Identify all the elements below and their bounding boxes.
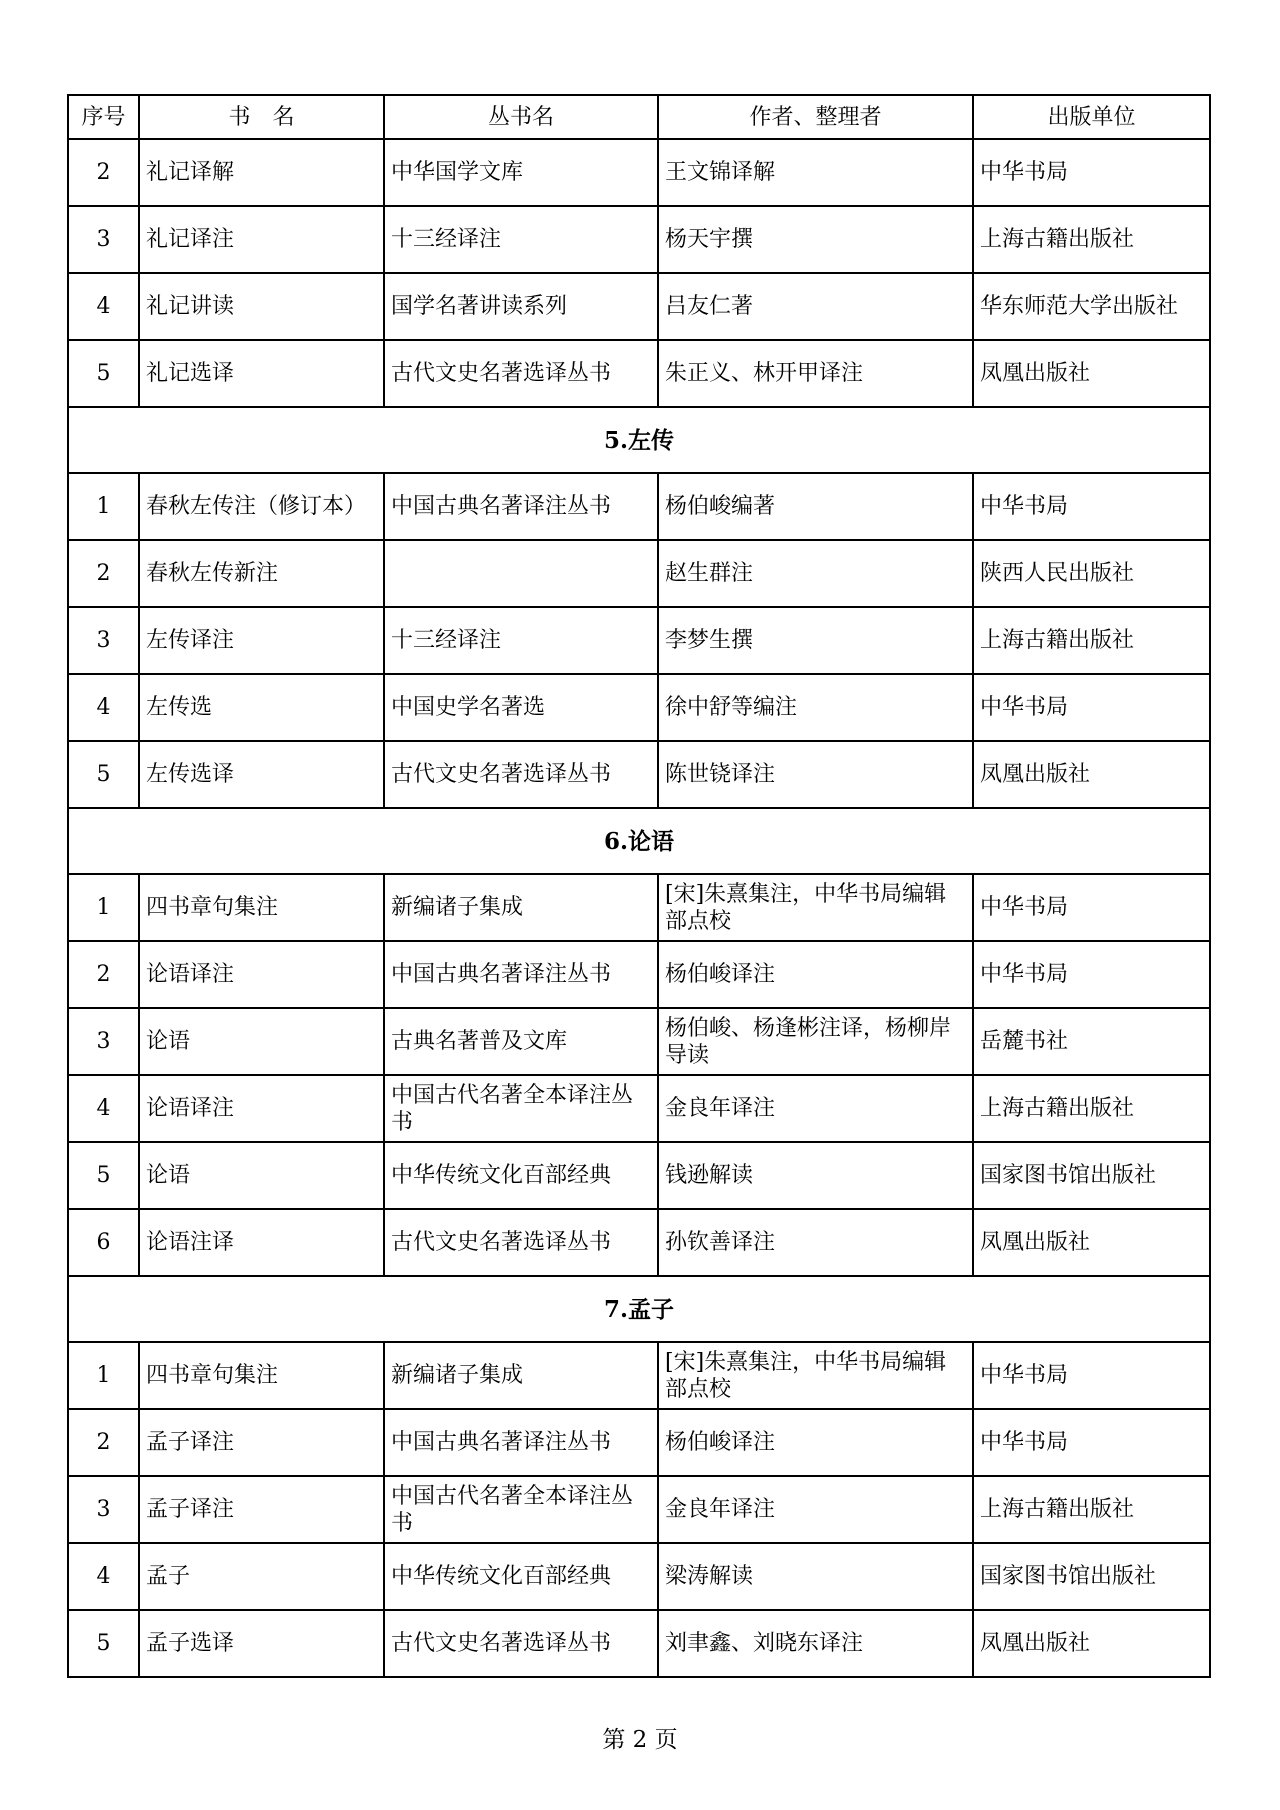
cell-publisher: 国家图书馆出版社 xyxy=(973,1142,1210,1209)
cell-author: [宋]朱熹集注，中华书局编辑部点校 xyxy=(658,874,973,941)
cell-no: 1 xyxy=(68,874,139,941)
table-row xyxy=(68,1476,1210,1543)
section-heading: 6.论语 xyxy=(68,808,1210,874)
cell-series: 新编诸子集成 xyxy=(384,874,658,941)
cell-publisher: 凤凰出版社 xyxy=(973,340,1210,407)
table-row xyxy=(68,1008,1210,1075)
cell-author: 陈世铙译注 xyxy=(658,741,973,808)
cell-publisher: 上海古籍出版社 xyxy=(973,1476,1210,1543)
cell-series: 国学名著讲读系列 xyxy=(384,273,658,340)
cell-author: 王文锦译解 xyxy=(658,139,973,206)
cell-publisher: 华东师范大学出版社 xyxy=(973,273,1210,340)
table-row xyxy=(68,1209,1210,1276)
cell-publisher: 国家图书馆出版社 xyxy=(973,1543,1210,1610)
cell-no: 4 xyxy=(68,674,139,741)
table-row xyxy=(68,1142,1210,1209)
table-row xyxy=(68,674,1210,741)
cell-title: 礼记选译 xyxy=(139,340,384,407)
cell-no: 5 xyxy=(68,741,139,808)
cell-publisher: 上海古籍出版社 xyxy=(973,607,1210,674)
header-series: 丛书名 xyxy=(384,95,658,139)
table-row xyxy=(68,741,1210,808)
cell-publisher: 中华书局 xyxy=(973,674,1210,741)
cell-no: 1 xyxy=(68,473,139,540)
cell-no: 5 xyxy=(68,340,139,407)
cell-title: 春秋左传注（修订本） xyxy=(139,473,384,540)
cell-series: 中国古典名著译注丛书 xyxy=(384,473,658,540)
cell-publisher: 中华书局 xyxy=(973,874,1210,941)
cell-title: 礼记讲读 xyxy=(139,273,384,340)
cell-title: 四书章句集注 xyxy=(139,1342,384,1409)
cell-series: 中国古代名著全本译注丛书 xyxy=(384,1476,658,1543)
cell-no: 2 xyxy=(68,1409,139,1476)
cell-author: 杨伯峻译注 xyxy=(658,941,973,1008)
cell-series: 古代文史名著选译丛书 xyxy=(384,741,658,808)
cell-publisher: 凤凰出版社 xyxy=(973,1209,1210,1276)
cell-no: 4 xyxy=(68,1543,139,1610)
cell-title: 论语 xyxy=(139,1008,384,1075)
cell-series: 古代文史名著选译丛书 xyxy=(384,1610,658,1677)
cell-no: 5 xyxy=(68,1610,139,1677)
cell-series: 新编诸子集成 xyxy=(384,1342,658,1409)
cell-author: 孙钦善译注 xyxy=(658,1209,973,1276)
cell-author: 金良年译注 xyxy=(658,1476,973,1543)
section-heading: 5.左传 xyxy=(68,407,1210,473)
table-row xyxy=(68,1075,1210,1142)
section-heading-row xyxy=(68,407,1210,473)
cell-publisher: 中华书局 xyxy=(973,1409,1210,1476)
cell-publisher: 中华书局 xyxy=(973,941,1210,1008)
cell-publisher: 上海古籍出版社 xyxy=(973,206,1210,273)
cell-author: 刘聿鑫、刘晓东译注 xyxy=(658,1610,973,1677)
book-list-sheet xyxy=(67,94,1209,1678)
table-row xyxy=(68,206,1210,273)
cell-author: 杨伯峻、杨逢彬注译，杨柳岸导读 xyxy=(658,1008,973,1075)
cell-series: 十三经译注 xyxy=(384,206,658,273)
table-row xyxy=(68,1409,1210,1476)
table-row xyxy=(68,273,1210,340)
cell-author: 杨伯峻译注 xyxy=(658,1409,973,1476)
cell-author: [宋]朱熹集注，中华书局编辑部点校 xyxy=(658,1342,973,1409)
cell-author: 梁涛解读 xyxy=(658,1543,973,1610)
cell-title: 孟子译注 xyxy=(139,1409,384,1476)
cell-publisher: 中华书局 xyxy=(973,473,1210,540)
cell-title: 孟子译注 xyxy=(139,1476,384,1543)
cell-publisher: 岳麓书社 xyxy=(973,1008,1210,1075)
cell-title: 论语注译 xyxy=(139,1209,384,1276)
cell-series xyxy=(384,540,658,607)
cell-title: 孟子 xyxy=(139,1543,384,1610)
cell-author: 金良年译注 xyxy=(658,1075,973,1142)
cell-series: 中华传统文化百部经典 xyxy=(384,1543,658,1610)
cell-author: 李梦生撰 xyxy=(658,607,973,674)
table-row xyxy=(68,1543,1210,1610)
cell-title: 左传译注 xyxy=(139,607,384,674)
table-row xyxy=(68,607,1210,674)
cell-series: 中国古典名著译注丛书 xyxy=(384,1409,658,1476)
cell-series: 中国古典名著译注丛书 xyxy=(384,941,658,1008)
cell-title: 四书章句集注 xyxy=(139,874,384,941)
cell-author: 杨天宇撰 xyxy=(658,206,973,273)
cell-no: 1 xyxy=(68,1342,139,1409)
cell-series: 古代文史名著选译丛书 xyxy=(384,340,658,407)
header-no: 序号 xyxy=(68,95,139,139)
cell-publisher: 陕西人民出版社 xyxy=(973,540,1210,607)
cell-title: 春秋左传新注 xyxy=(139,540,384,607)
cell-no: 5 xyxy=(68,1142,139,1209)
cell-author: 徐中舒等编注 xyxy=(658,674,973,741)
cell-title: 论语译注 xyxy=(139,1075,384,1142)
table-row xyxy=(68,1342,1210,1409)
cell-title: 论语 xyxy=(139,1142,384,1209)
cell-no: 2 xyxy=(68,540,139,607)
cell-author: 杨伯峻编著 xyxy=(658,473,973,540)
table-body xyxy=(68,139,1210,1677)
header-publisher: 出版单位 xyxy=(973,95,1210,139)
cell-title: 左传选译 xyxy=(139,741,384,808)
cell-no: 3 xyxy=(68,607,139,674)
cell-no: 3 xyxy=(68,1476,139,1543)
cell-series: 十三经译注 xyxy=(384,607,658,674)
cell-title: 礼记译解 xyxy=(139,139,384,206)
table-row xyxy=(68,941,1210,1008)
cell-title: 孟子选译 xyxy=(139,1610,384,1677)
table-row xyxy=(68,340,1210,407)
cell-title: 论语译注 xyxy=(139,941,384,1008)
cell-no: 2 xyxy=(68,139,139,206)
cell-no: 3 xyxy=(68,1008,139,1075)
cell-author: 赵生群注 xyxy=(658,540,973,607)
book-list-table xyxy=(67,94,1211,1678)
cell-series: 古典名著普及文库 xyxy=(384,1008,658,1075)
table-header-row xyxy=(68,95,1210,139)
section-heading-row xyxy=(68,1276,1210,1342)
section-heading-row xyxy=(68,808,1210,874)
table-row xyxy=(68,1610,1210,1677)
cell-author: 吕友仁著 xyxy=(658,273,973,340)
cell-title: 左传选 xyxy=(139,674,384,741)
cell-no: 4 xyxy=(68,273,139,340)
cell-series: 中华传统文化百部经典 xyxy=(384,1142,658,1209)
cell-no: 4 xyxy=(68,1075,139,1142)
table-row xyxy=(68,874,1210,941)
table-row xyxy=(68,540,1210,607)
cell-no: 2 xyxy=(68,941,139,1008)
cell-publisher: 中华书局 xyxy=(973,139,1210,206)
cell-no: 6 xyxy=(68,1209,139,1276)
cell-publisher: 凤凰出版社 xyxy=(973,1610,1210,1677)
page-number: 第 2 页 xyxy=(602,1727,678,1753)
cell-title: 礼记译注 xyxy=(139,206,384,273)
cell-no: 3 xyxy=(68,206,139,273)
cell-publisher: 凤凰出版社 xyxy=(973,741,1210,808)
cell-series: 中国史学名著选 xyxy=(384,674,658,741)
cell-series: 古代文史名著选译丛书 xyxy=(384,1209,658,1276)
table-row xyxy=(68,473,1210,540)
cell-series: 中华国学文库 xyxy=(384,139,658,206)
cell-publisher: 上海古籍出版社 xyxy=(973,1075,1210,1142)
cell-series: 中国古代名著全本译注丛书 xyxy=(384,1075,658,1142)
cell-author: 钱逊解读 xyxy=(658,1142,973,1209)
cell-publisher: 中华书局 xyxy=(973,1342,1210,1409)
cell-author: 朱正义、林开甲译注 xyxy=(658,340,973,407)
section-heading: 7.孟子 xyxy=(68,1276,1210,1342)
header-title: 书 名 xyxy=(139,95,384,139)
table-row xyxy=(68,139,1210,206)
header-author: 作者、整理者 xyxy=(658,95,973,139)
